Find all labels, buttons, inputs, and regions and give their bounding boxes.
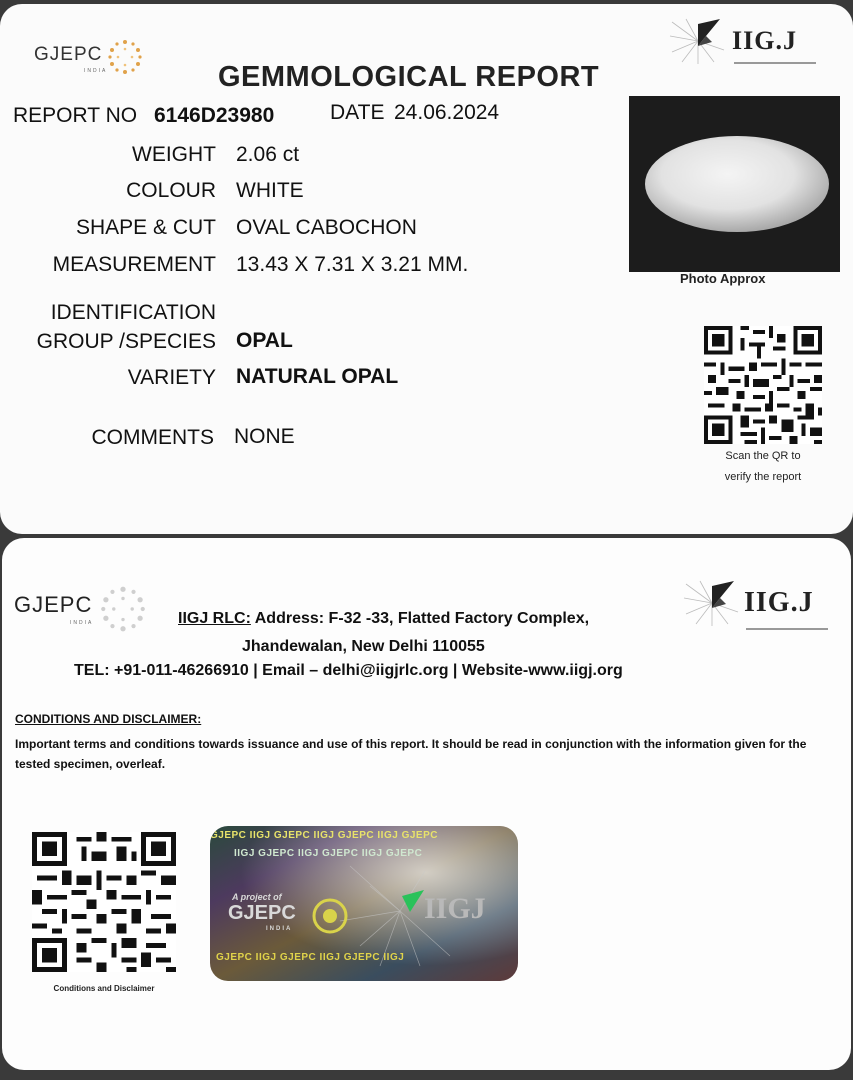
qr-code-icon xyxy=(32,832,176,972)
hologram-top-strip: GJEPC IIGJ GJEPC IIGJ GJEPC IIGJ GJEPC xyxy=(210,830,438,841)
gjepc-logo-text: GJEPC xyxy=(34,44,103,65)
variety-value: NATURAL OPAL xyxy=(236,365,399,388)
gjepc-logo-sub: INDIA xyxy=(84,68,108,74)
hologram-project-of: A project of xyxy=(232,892,282,902)
iigj-logo-text: IIG.J xyxy=(744,587,814,618)
address-line2: Jhandewalan, New Delhi 110055 xyxy=(242,638,485,655)
iigj-logo-text: IIG.J xyxy=(732,26,797,55)
address-line1 xyxy=(178,610,589,628)
group-label: GROUP /SPECIES xyxy=(36,330,216,353)
iigj-logo-back xyxy=(682,576,814,630)
conditions-title: CONDITIONS AND DISCLAIMER: xyxy=(15,712,202,726)
qr-caption-line2: verify the report xyxy=(724,471,802,483)
identification-label: IDENTIFICATION xyxy=(50,301,216,324)
gjepc-logo-sub: INDIA xyxy=(70,620,94,626)
verify-qr-code[interactable] xyxy=(704,326,822,444)
comments-value: NONE xyxy=(234,425,295,448)
iigj-star-icon xyxy=(682,576,742,630)
hologram-gjepc: GJEPC xyxy=(228,902,296,924)
weight-label: WEIGHT xyxy=(132,143,216,166)
gem-photo-image xyxy=(629,96,840,272)
measurement-value: 13.43 X 7.31 X 3.21 MM. xyxy=(236,253,469,276)
hologram-gjepc-sub: INDIA xyxy=(266,926,293,932)
gjepc-sun-icon xyxy=(106,38,144,76)
comments-label: COMMENTS xyxy=(91,426,214,449)
iigj-star-icon xyxy=(668,16,728,66)
hologram-bottom-strip: GJEPC IIGJ GJEPC IIGJ GJEPC IIGJ xyxy=(216,952,405,963)
conditions-qr-code[interactable] xyxy=(32,832,176,972)
hologram-mid-strip: IIGJ GJEPC IIGJ GJEPC IIGJ GJEPC xyxy=(234,848,423,859)
address-line1-text: Address: F-32 -33, Flatted Factory Complex, xyxy=(250,610,590,627)
qr-code-icon xyxy=(704,326,822,444)
report-back-card xyxy=(2,538,851,1070)
address-label: IIGJ RLC: xyxy=(178,610,251,627)
colour-value: WHITE xyxy=(236,179,304,202)
group-value: OPAL xyxy=(236,329,293,352)
weight-value: 2.06 ct xyxy=(236,143,300,166)
iigj-logo-underline xyxy=(746,628,828,630)
conditions-text: Important terms and conditions towards issuance and use of this report. It should be read in conjunction with the information given for the tested specimen, overleaf. xyxy=(15,737,807,771)
shape-value: OVAL CABOCHON xyxy=(236,216,417,239)
date-value: 24.06.2024 xyxy=(394,101,500,124)
variety-label: VARIETY xyxy=(127,366,216,389)
qr-caption-line1: Scan the QR to xyxy=(725,450,801,462)
shape-label: SHAPE & CUT xyxy=(75,216,216,239)
hologram-iigj: IIGJ xyxy=(424,892,486,925)
gjepc-logo-back xyxy=(14,592,148,634)
gjepc-sun-icon xyxy=(98,584,148,634)
report-no-label: REPORT NO xyxy=(13,104,138,127)
iigj-logo xyxy=(668,16,797,66)
photo-caption: Photo Approx xyxy=(680,271,766,286)
report-no-value: 6146D23980 xyxy=(154,104,275,127)
measurement-label: MEASUREMENT xyxy=(52,253,216,276)
gem-photo xyxy=(629,96,840,272)
gjepc-logo-text: GJEPC xyxy=(14,592,93,617)
conditions-qr-caption: Conditions and Disclaimer xyxy=(53,984,155,993)
report-title: GEMMOLOGICAL REPORT xyxy=(218,61,600,93)
contact-line[interactable]: TEL: +91-011-46266910 | Email – delhi@iigjrlc.org | Website-www.iigj.org xyxy=(74,662,623,679)
gjepc-logo xyxy=(34,44,144,76)
date-label: DATE xyxy=(330,101,385,124)
iigj-logo-underline xyxy=(734,62,816,64)
security-hologram xyxy=(210,826,518,981)
report-front-card xyxy=(0,4,853,534)
colour-label: COLOUR xyxy=(126,179,216,202)
